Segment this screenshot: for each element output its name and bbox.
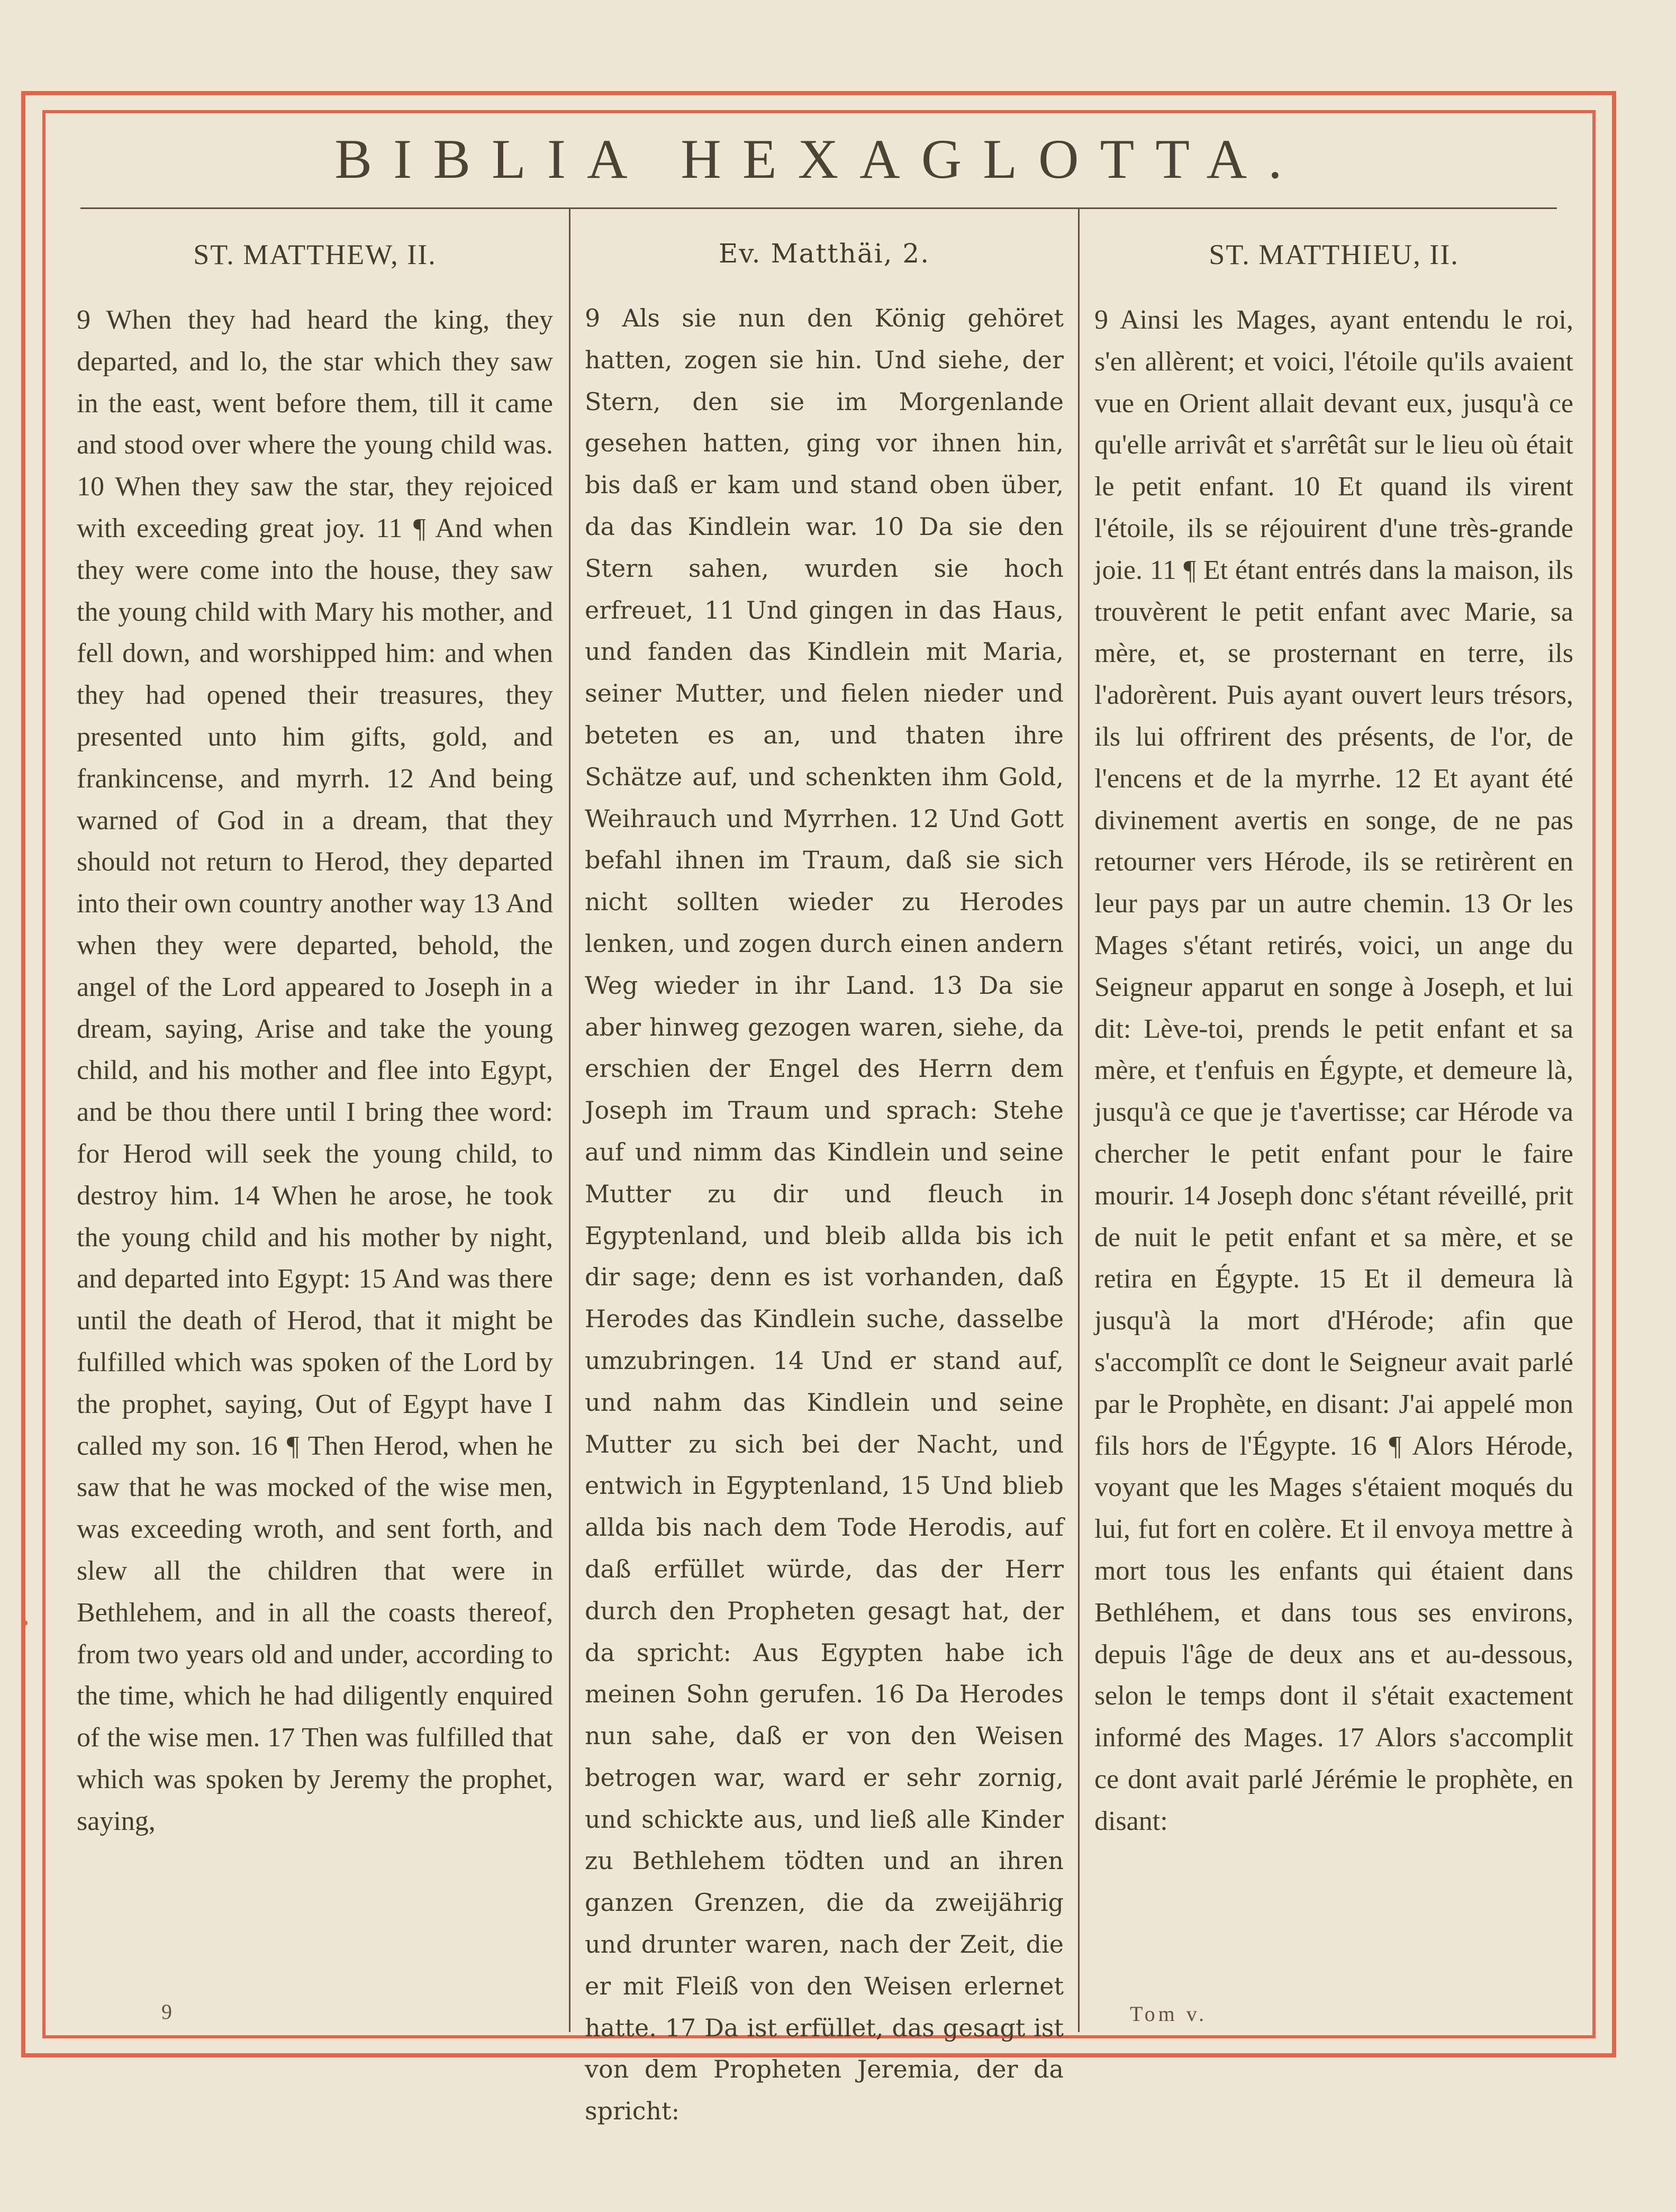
english-text: 9 When they had heard the king, they departed, and lo, the star which they saw in the east, went before them, till it came and stood over where the young child was. 10 When they saw the star, they rejoiced with exceeding great joy. 11 ¶ And when they were come into the house, they saw the young child with Mary his mother, and fell down, and worshipped him: and when they had opened their treasures, they presented unto him gifts, gold, and frankincense, and myrrh. 12 And being warned of God in a dream, that they should not return to Herod, they departed into their own country another way 13 And when they were departed, behold, the angel of the Lord appeared to Joseph in a dream, saying, Arise and take the young child, and his mother and flee into Egypt, and be thou there until I bring thee word: for Herod will seek the young child, to destroy him. 14 When he arose, he took the young child and his mother by night, and departed into Egypt: 15 And was there until the death of Herod, that it might be fulfilled which was spoken of the Lord by the prophet, saying, Out of Egypt have I called my son. 16 ¶ Then Herod, when he saw that he was mocked of the wise men, was exceeding wroth, and sent forth, and slew all the children that were in Bethlehem, and in all the coasts thereof, from two years old and under, according to the time, which he had diligently enquired of the wise men. 17 Then was fulfilled that which was spoken by Jeremy the prophet, saying,: [77, 305, 553, 1836]
german-text: 9 Als sie nun den König gehöret hatten, zogen sie hin. Und siehe, der Stern, den sie im Morgenlande gesehen hatten, ging vor ihnen hin, bis daß er kam und stand oben über, da das Kindlein war. 10 Da sie den Stern sahen, wurden sie hoch erfreuet, 11 Und gingen in das Haus, und fanden das Kindlein mit Maria, seiner Mutter, und fielen nieder und beteten es an, und thaten ihre Schätze auf, und schenkten ihm Gold, Weihrauch und Myrrhen. 12 Und Gott befahl ihnen im Traum, daß sie sich nicht sollten wieder zu Herodes lenken, und zogen durch einen andern Weg wieder in ihr Land. 13 Da sie aber hinweg gezogen waren, siehe, da erschien der Engel des Herrn dem Joseph im Traum und sprach: Stehe auf und nimm das Kindlein und seine Mutter zu dir und fleuch in Egyptenland, und bleib allda bis ich dir sage; denn es ist vorhanden, daß Herodes das Kindlein suche, dasselbe umzubringen. 14 Und er stand auf, und nahm das Kindlein und seine Mutter zu sich bei der Nacht, und entwich in Egyptenland, 15 Und blieb allda bis nach dem Tode Herodis, auf daß erfüllet würde, das der Herr durch den Propheten gesagt hat, der da spricht: Aus Egypten habe ich meinen Sohn gerufen. 16 Da Herodes nun sahe, daß er von den Weisen betrogen war, ward er sehr zornig, und schickte aus, und ließ alle Kinder zu Bethlehem tödten und an ihren ganzen Grenzen, die da zweijährig und drunter waren, nach der Zeit, die er mit Fleiß von den Weisen erlernet hatte. 17 Da ist erfüllet, das gesagt ist von dem Propheten Jeremia, der da spricht:: [585, 304, 1064, 2126]
german-heading: Ev. Matthäi, 2.: [718, 238, 930, 269]
french-text: 9 Ainsi les Mages, ayant entendu le roi, s'en allèrent; et voici, l'étoile qu'ils avaient vue en Orient allait devant eux, jusqu'à ce qu'elle arrivât et s'arrêtât sur le lieu où était le petit enfant. 10 Et quand ils virent l'étoile, ils se réjouirent d'une très-grande joie. 11 ¶ Et étant entrés dans la maison, ils trouvèrent le petit enfant avec Marie, sa mère, et, se prosternant en terre, ils l'adorèrent. Puis ayant ouvert leurs trésors, ils lui offrirent des présents, de l'or, de l'encens et de la myrrhe. 12 Et ayant été divinement avertis en songe, de ne pas retourner vers Hérode, ils se retirèrent en leur pays par un autre chemin. 13 Or les Mages s'étant retirés, voici, un ange du Seigneur apparut en songe à Joseph, et lui dit: Lève-toi, prends le petit enfant et sa mère, et t'enfuis en Égypte, et demeure là, jusqu'à ce que je t'avertisse; car Hérode va chercher le petit enfant pour le faire mourir. 14 Joseph donc s'étant réveillé, prit de nuit le petit enfant et sa mère, et se retira en Égypte. 15 Et il demeura là jusqu'à la mort d'Hérode; afin que s'accomplît ce dont le Seigneur avait parlé par le Prophète, en disant: J'ai appelé mon fils hors de l'Égypte. 16 ¶ Alors Hérode, voyant que les Mages s'étaient moqués du lui, fut fort en colère. Et il envoya mettre à mort tous les enfants qui étaient dans Bethléhem, et dans tous ses environs, depuis l'âge de deux ans et au-dessous, selon le temps dont il s'était exactement informé des Mages. 17 Alors s'accomplit ce dont avait parlé Jérémie le prophète, en disant:: [1094, 305, 1573, 1836]
signature-mark-english: 9: [161, 2000, 172, 2024]
column-divider-left: [569, 207, 570, 2032]
edge-mark: [22, 1620, 28, 1626]
page-title: BIBLIA HEXAGLOTTA.: [334, 128, 1303, 190]
volume-mark-french: Tom v.: [1130, 2002, 1208, 2026]
french-heading: ST. MATTHIEU, II.: [1209, 239, 1459, 270]
column-divider-right: [1078, 207, 1080, 2032]
english-column: [77, 207, 553, 1842]
french-column: [1094, 207, 1573, 1842]
english-heading: ST. MATTHEW, II.: [193, 239, 437, 270]
german-column: [585, 207, 1064, 2132]
